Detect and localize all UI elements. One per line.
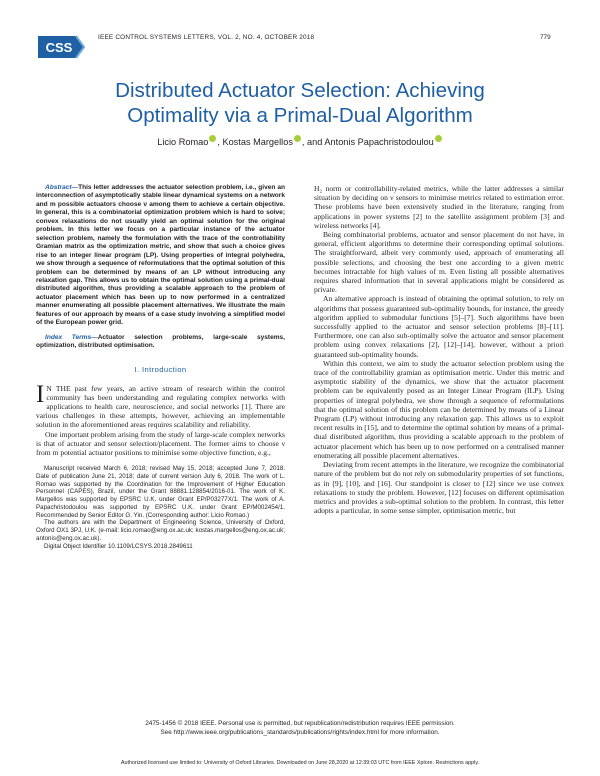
body-paragraph-3: An alternative approach is instead of obtaining the optimal solution, to rely on algorithms that possess guaranteed sub-optimality bounds, for instance, the greedy algorithm applied to submodular functions [5]–[7]. Such algorithms have been successfully applied to the actuator and sensor selection problems [8]–[11]. Furthermore, one can also sub-optimally solve the actuator and sensor placement problem using convex relaxations [2], [12]–[14], however, without a priori guaranteed sub-optimality bounds. — [314, 294, 564, 359]
index-terms-text: Actuator selection problems, large-scale systems, optimization, distributed optimisation. — [36, 333, 285, 350]
author-1: Licio Romao — [157, 137, 209, 147]
logo-text: CSS — [45, 40, 73, 55]
copyright-line-2[interactable]: See http://www.ieee.org/publications_standards/publications/rights/index.html for more information. — [160, 728, 440, 736]
journal-header: IEEE CONTROL SYSTEMS LETTERS, VOL. 2, NO. 4, OCTOBER 2018 — [98, 34, 315, 41]
page-number: 779 — [540, 34, 551, 41]
author-3: , and Antonis Papachristodoulou — [301, 137, 434, 147]
intro-paragraph-2: One important problem arising from the study of large-scale complex networks is that of actuator and sensor selection/placement. The former aims to choose ν from m potential actuator positions to minimise some objective function, e.g., — [36, 429, 285, 458]
footnotes — [36, 465, 285, 550]
title-line-2: Optimality via a Primal-Dual Algorithm — [127, 104, 473, 127]
body-paragraph-2: Being combinatorial problems, actuator and sensor placement do not have, in general, efficient algorithms to determine their corresponding optimal solutions. The straightforward, albeit very commonly used, approach of enumerating all possible selections, and choosing the best one according to a given metric becomes intractable for high values of m. Even listing all possible alternatives requires shared information that in several applications might be considered as private. — [314, 230, 564, 295]
orcid-icon[interactable] — [294, 135, 301, 142]
footnote-doi: Digital Object Identifier 10.1109/LCSYS.2018.2849611 — [44, 542, 193, 550]
orcid-icon[interactable] — [209, 135, 216, 142]
abstract-text: This letter addresses the actuator selection problem, i.e., given an interconnection of asymptotically stable linear dynamical systems on a network and m possible actuators choose ν among them to achieve a certain objective. In general, this is a combinatorial optimization problem which is hard to solve; convex relaxations do not usually yield an optimal solution for the original problem. In this letter we focus on a particular instance of the actuator selection problem, namely the formulation with the trace of the controllability Gramian matrix as the optimization metric, and show that such a choice gives rise to an integer linear program (LP). Using properties of integral polyhedra, we show through a sequence of reformulations that the optimal solution of this problem can be determined by means of an LP without introducing any relaxation gap. This allows us to obtain the optimal solution using a primal-dual distributed algorithm, thus providing a scalable approach to the problem of actuator placement which has been up to now performed in a centralized manner enumerating all possible placement alternatives. We illustrate the main features of our approach by means of a case study involving a simplified model of the European power grid. — [36, 184, 285, 327]
abstract-label: Abstract— — [45, 184, 79, 191]
copyright-notice — [60, 720, 540, 737]
authorized-use-notice: Authorized licensed use limited to: University of Oxford Libraries. Downloaded on June 28,2020 at 12:39:03 UTC from IEEE Xplore. Restrictions apply. — [120, 760, 480, 766]
css-logo — [32, 32, 88, 62]
abstract — [36, 184, 285, 328]
intro-p1-text: N THE past few years, an active stream of research within the control community has been understanding and regulating complex networks with applications to health care, neuroscience, and social networks [1]. There are various challenges in these attempts, however, achieving an implementable solution in the aforementioned areas requires scalability and reliability. — [36, 383, 285, 430]
author-list — [40, 135, 560, 147]
body-paragraph-5: Deviating from recent attempts in the literature, we recognize the combinatorial nature of the problem but do not rely on submodularity properties of set functions, as in [9], [10], and [16]. Our standpoint is closer to [12] since we use convex relaxations to study the problem. However, [12] focuses on different optimisation metrics and provides a sub-optimal solution to the problem. In contrast, this letter adopts a particular, in some sense simpler, optimisation metric, but — [314, 460, 564, 516]
footnote-affiliation: The authors are with the Department of Engineering Science, University of Oxford, Oxford OX1 3PJ, U.K. (e-mail: licio.romao@eng.ox.ac.uk; kostas.margellos@eng.ox.ac.uk; antonis@eng.ox.ac.uk). — [36, 519, 285, 542]
index-terms-label: Index Terms— — [45, 333, 98, 341]
index-terms — [36, 334, 285, 351]
copyright-line-1: 2475-1456 © 2018 IEEE. Personal use is permitted, but republication/redistribution requires IEEE permission. — [145, 720, 455, 727]
section-heading: I. Introduction — [134, 364, 187, 374]
body-paragraph-4: Within this context, we aim to study the actuator selection problem using the trace of the controllability gramian as optimisation metric. Under this metric and asymptotic stability of the dynamics, we show that the actuator placement problem can be equivalently posed as an Integer Linear Program (ILP). Using properties of integral polyhedra, we show through a sequence of reformulations that the optimal solution of this problem can be determined by means of a Linear Program (LP) without introducing any relaxation gap. This allows us to exploit recent results in [15], and to determine the optimal solution by means of a primal-dual distributed algorithm, thus providing a scalable approach to the problem of actuator placement which has been up to now performed on a centralised manner enumerating all possible placement alternatives. — [314, 358, 564, 460]
left-column — [36, 184, 285, 550]
paper-title — [40, 78, 560, 128]
intro-paragraph-1 — [36, 380, 285, 430]
title-line-1: Distributed Actuator Selection: Achieving — [115, 79, 485, 102]
drop-cap: I — [36, 380, 45, 408]
right-column — [314, 184, 564, 515]
body-paragraph-1: H₂ norm or controllability-related metrics, while the latter addresses a similar situation by deciding on ν sensors to minimise metrics related to estimation error. These problems have been extensively studied in the literature, ranging from applications in power systems [2] to the satellite assignment problem [3] and wireless networks [4]. — [314, 184, 564, 230]
author-2: , Kostas Margellos — [217, 137, 293, 147]
footnote-manuscript: Manuscript received March 6, 2018; revised May 15, 2018; accepted June 7, 2018. Date of publication June 21, 2018; date of current version July 6, 2018. The work of L. Romao was supported by the Coordination for the Improvement of Higher Education Personnel (CAPES), Brazil, under the Grant 88881.128854/2016-01. The work of K. Margellos was supported by EPSRC U.K. under Grant EP/P03277X/1. The work of A. Papachristodoulou was supported by EPSRC U.K. under Grant EP/M002454/1. Recommended by Senior Editor G. Yin. (Corresponding author: Licio Romao.) — [36, 465, 285, 519]
orcid-icon[interactable] — [435, 135, 442, 142]
